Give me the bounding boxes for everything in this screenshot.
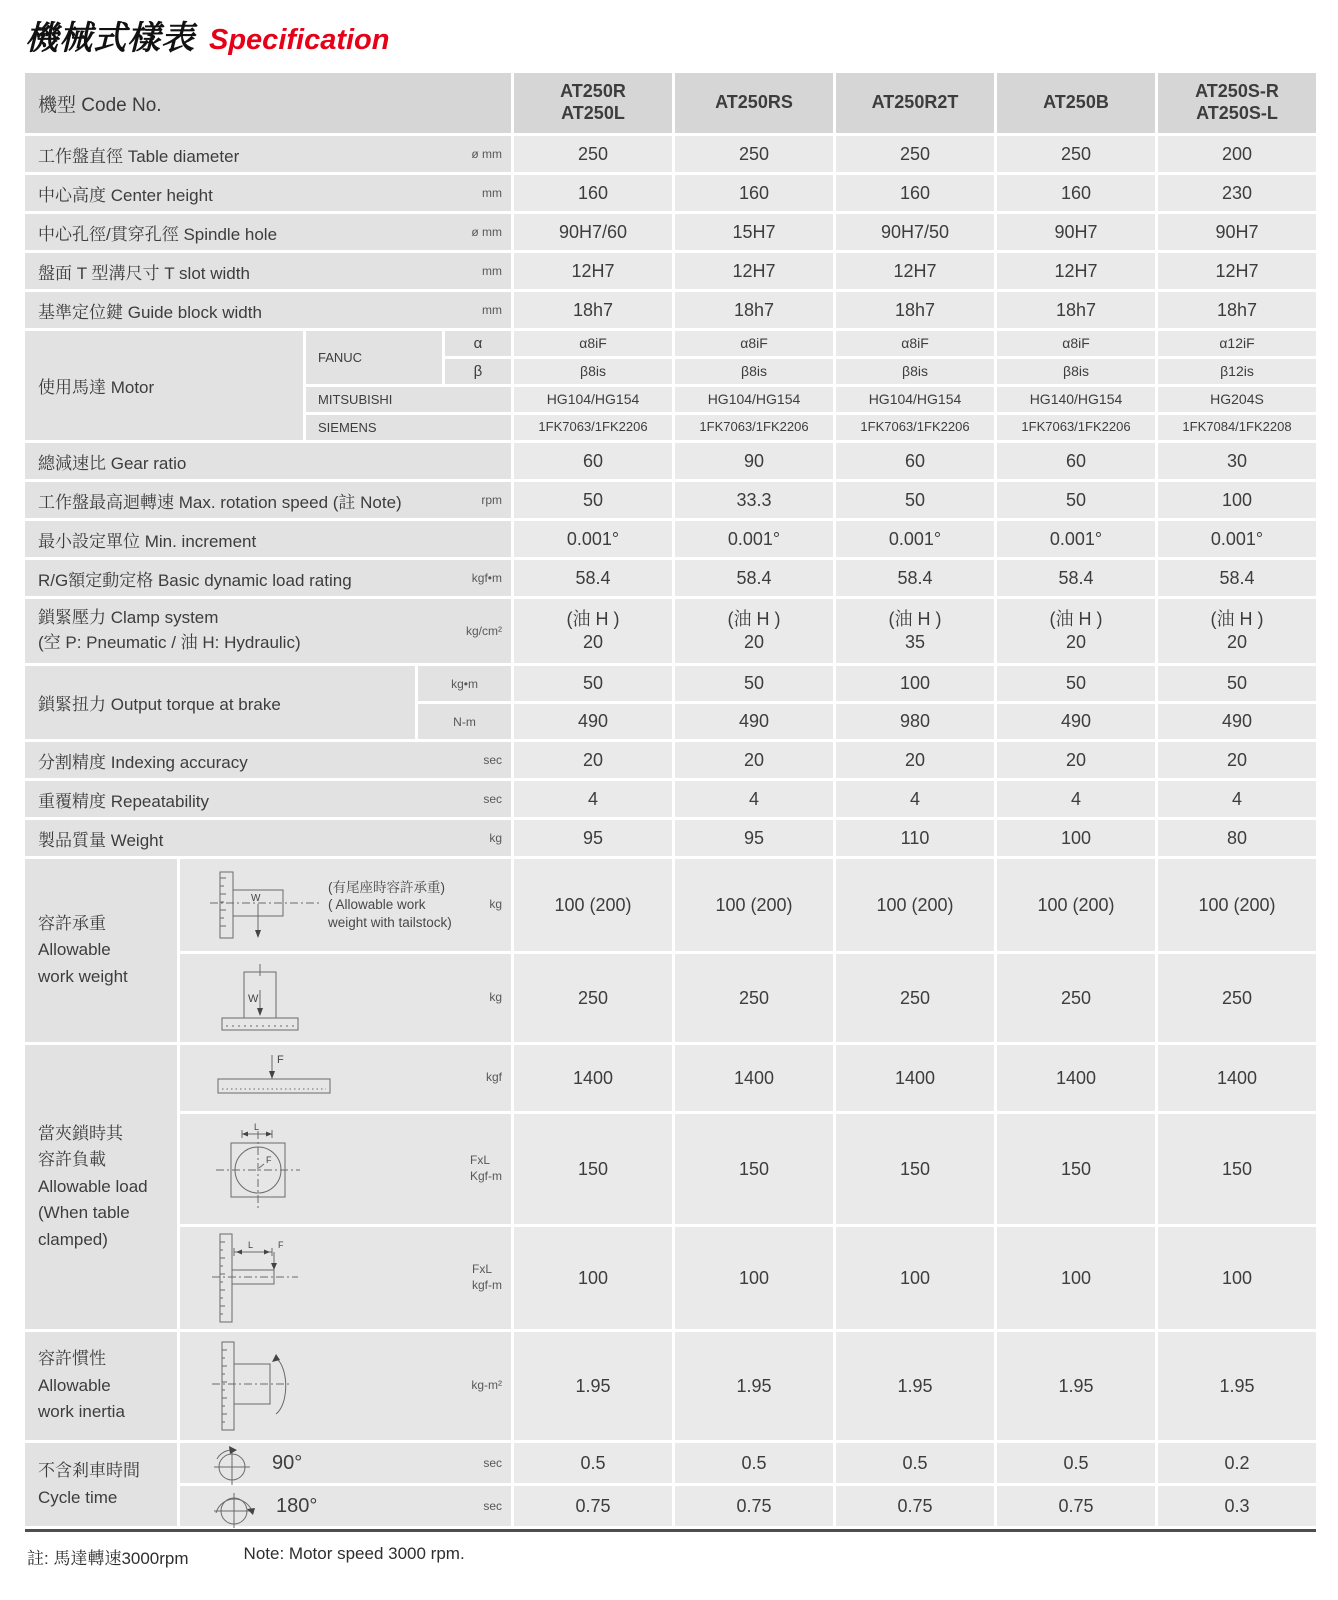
angle-label: 90° xyxy=(272,1451,303,1474)
motor-value-cell: 1FK7084/1FK2208 xyxy=(1158,415,1316,440)
motor-value-cell: 1FK7063/1FK2206 xyxy=(675,415,833,440)
page-title-zh: 機械式樣表 xyxy=(25,19,195,56)
spec-value-cell: 100 xyxy=(1158,1227,1316,1329)
spec-value-cell: 18h7 xyxy=(997,292,1155,328)
spec-value-cell: 33.3 xyxy=(675,482,833,518)
footnote-en: Note: Motor speed 3000 rpm. xyxy=(243,1544,465,1563)
spec-value-cell: 50 xyxy=(836,482,994,518)
table-row xyxy=(306,387,1316,412)
diagram-group-label-cell: 當夾鎖時其 容許負載 Allowable load (When table clamped) xyxy=(25,1045,177,1329)
vertical-work-diagram xyxy=(206,960,316,1036)
model-header-cell: AT250S-R AT250S-L xyxy=(1158,73,1316,133)
spec-value-cell: 0.5 xyxy=(514,1443,672,1483)
spec-value-cell: 0.001° xyxy=(997,521,1155,557)
spec-value-cell: 0.001° xyxy=(836,521,994,557)
table-row xyxy=(25,599,1316,663)
table-row xyxy=(180,1486,1316,1526)
motor-brand-cell: MITSUBISHI xyxy=(306,387,511,412)
table-row xyxy=(25,214,1316,250)
motor-brand-cell: FANUC xyxy=(306,331,442,384)
unit-label: kg xyxy=(489,897,502,912)
spec-value-cell: 0.001° xyxy=(514,521,672,557)
spec-value-cell: 150 xyxy=(675,1114,833,1224)
table-row xyxy=(180,1114,1316,1224)
unit-label: kg xyxy=(489,990,502,1005)
spec-value-cell: 200 xyxy=(1158,136,1316,172)
spec-value-cell: 160 xyxy=(675,175,833,211)
spec-value-cell: 90H7 xyxy=(997,214,1155,250)
row-label-cell: 工作盤最高迴轉速 Max. rotation speed (註 Note) rpm xyxy=(25,482,511,518)
unit-label: FxL Kgf-m xyxy=(469,1153,502,1183)
spec-value-cell: 1400 xyxy=(514,1045,672,1111)
row-label-cell: 中心高度 Center height mm xyxy=(25,175,511,211)
spec-value-cell: 100 (200) xyxy=(836,859,994,951)
angle-label: 180° xyxy=(276,1494,318,1517)
svg-text:W: W xyxy=(251,893,261,904)
spec-value-cell: (油 H ) 20 xyxy=(997,599,1155,663)
unit-label: ø mm xyxy=(471,225,502,239)
motor-series-cell: α xyxy=(445,331,511,356)
spec-value-cell: 0.2 xyxy=(1158,1443,1316,1483)
motor-brand-cell: SIEMENS xyxy=(306,415,511,440)
axial-load-diagram xyxy=(206,1051,356,1105)
spec-value-cell: 100 xyxy=(514,1227,672,1329)
spec-value-cell: 58.4 xyxy=(1158,560,1316,596)
motor-value-cell: 1FK7063/1FK2206 xyxy=(514,415,672,440)
spec-value-cell: 250 xyxy=(675,136,833,172)
table-row xyxy=(25,292,1316,328)
row-label-cell: 中心孔徑/貫穿孔徑 Spindle hole ø mm xyxy=(25,214,511,250)
unit-label: mm xyxy=(482,186,502,200)
unit-label: kg/cm² xyxy=(466,624,502,638)
diagram-subrows xyxy=(180,859,1316,1042)
spec-value-cell: 20 xyxy=(997,742,1155,778)
model-header-cell: AT250R AT250L xyxy=(514,73,672,133)
spec-value-cell: 18h7 xyxy=(836,292,994,328)
code-no-header-cell: 機型 Code No. xyxy=(25,73,511,133)
spec-value-cell: 100 (200) xyxy=(997,859,1155,951)
spec-value-cell: 0.3 xyxy=(1158,1486,1316,1526)
table-row xyxy=(418,704,1316,739)
table-row xyxy=(25,482,1316,518)
motor-value-cell: α8iF xyxy=(997,331,1155,356)
spec-value-cell: 150 xyxy=(514,1114,672,1224)
spec-value-cell: 490 xyxy=(675,704,833,739)
spec-value-cell: 1.95 xyxy=(514,1332,672,1440)
spec-value-cell: 100 xyxy=(1158,482,1316,518)
footnote xyxy=(25,1544,1316,1569)
spec-value-cell: (油 H ) 35 xyxy=(836,599,994,663)
spec-value-cell: 1400 xyxy=(675,1045,833,1111)
spec-value-cell: 160 xyxy=(836,175,994,211)
table-bottom-rule xyxy=(25,1529,1316,1532)
spec-value-cell: 250 xyxy=(514,136,672,172)
moment-load-front-diagram xyxy=(206,1121,310,1217)
svg-text:L: L xyxy=(248,1240,254,1250)
spec-value-cell: 250 xyxy=(997,954,1155,1042)
motor-value-cell: HG140/HG154 xyxy=(997,387,1155,412)
spec-value-cell: 250 xyxy=(514,954,672,1042)
table-row xyxy=(306,415,1316,440)
fanuc-block xyxy=(306,331,1316,384)
spec-value-cell: 20 xyxy=(675,742,833,778)
table-row xyxy=(25,175,1316,211)
unit-label: FxL kgf-m xyxy=(472,1262,502,1292)
spec-value-cell: 60 xyxy=(514,443,672,479)
diagram-group-label-cell: 容許承重 Allowable work weight xyxy=(25,859,177,1042)
spec-value-cell: 50 xyxy=(675,666,833,701)
motor-value-cell: α12iF xyxy=(1158,331,1316,356)
spec-value-cell: 18h7 xyxy=(675,292,833,328)
spec-value-cell: 160 xyxy=(997,175,1155,211)
motor-value-cell: α8iF xyxy=(836,331,994,356)
table-row xyxy=(180,1227,1316,1329)
rotate-90-icon xyxy=(206,1441,258,1485)
spec-value-cell: 12H7 xyxy=(514,253,672,289)
spec-value-cell: (油 H ) 20 xyxy=(1158,599,1316,663)
spec-value-cell: 4 xyxy=(1158,781,1316,817)
table-row xyxy=(445,359,1316,384)
spec-value-cell: 100 xyxy=(675,1227,833,1329)
table-row xyxy=(25,781,1316,817)
spec-value-cell: 1.95 xyxy=(1158,1332,1316,1440)
diagram-subrows xyxy=(180,1045,1316,1329)
spec-value-cell: 20 xyxy=(836,742,994,778)
unit-label: kg xyxy=(489,831,502,845)
motor-value-cell: α8iF xyxy=(514,331,672,356)
svg-text:L: L xyxy=(254,1122,260,1132)
tailstock-work-diagram xyxy=(206,868,324,942)
table-row xyxy=(25,443,1316,479)
spec-value-cell: 1400 xyxy=(836,1045,994,1111)
spec-value-cell: 230 xyxy=(1158,175,1316,211)
svg-text:W: W xyxy=(248,993,259,1005)
table-row xyxy=(25,253,1316,289)
row-label-cell: 工作盤直徑 Table diameter ø mm xyxy=(25,136,511,172)
spec-value-cell: 490 xyxy=(1158,704,1316,739)
spec-value-cell: 0.5 xyxy=(675,1443,833,1483)
spec-value-cell: 20 xyxy=(1158,742,1316,778)
motor-value-cell: 1FK7063/1FK2206 xyxy=(997,415,1155,440)
table-row xyxy=(25,859,1316,1042)
diagram-subrows xyxy=(180,1332,1316,1440)
spec-value-cell: 12H7 xyxy=(836,253,994,289)
spec-value-cell: 80 xyxy=(1158,820,1316,856)
row-label-cell: 基準定位鍵 Guide block width mm xyxy=(25,292,511,328)
diagram-cell xyxy=(180,859,511,951)
torque-subrows xyxy=(418,666,1316,739)
motor-value-cell: α8iF xyxy=(675,331,833,356)
spec-value-cell: 110 xyxy=(836,820,994,856)
svg-text:F: F xyxy=(277,1054,284,1066)
table-row xyxy=(25,136,1316,172)
spec-value-cell: 58.4 xyxy=(836,560,994,596)
spec-value-cell: 0.75 xyxy=(675,1486,833,1526)
motor-value-cell: β8is xyxy=(997,359,1155,384)
clamp-label-cell: 鎖緊壓力 Clamp system (空 P: Pneumatic / 油 H: Hydraulic) kg/cm² xyxy=(25,599,511,663)
motor-value-cell: HG104/HG154 xyxy=(514,387,672,412)
unit-label: mm xyxy=(482,264,502,278)
table-row xyxy=(445,331,1316,356)
motor-value-cell: HG104/HG154 xyxy=(675,387,833,412)
spec-value-cell: 58.4 xyxy=(514,560,672,596)
cycle-angle-cell xyxy=(180,1486,511,1526)
spec-value-cell: 250 xyxy=(675,954,833,1042)
page-title xyxy=(25,12,1316,59)
work-inertia-diagram xyxy=(206,1338,310,1434)
spec-value-cell: 250 xyxy=(997,136,1155,172)
spec-value-cell: 0.001° xyxy=(675,521,833,557)
spec-value-cell: 90H7/50 xyxy=(836,214,994,250)
rotate-180-icon xyxy=(206,1484,262,1528)
spec-value-cell: 12H7 xyxy=(1158,253,1316,289)
fanuc-subrows xyxy=(445,331,1316,384)
spec-value-cell: 250 xyxy=(1158,954,1316,1042)
table-row xyxy=(180,1443,1316,1483)
spec-value-cell: 4 xyxy=(675,781,833,817)
motor-value-cell: β8is xyxy=(836,359,994,384)
motor-label-cell: 使用馬達 Motor xyxy=(25,331,303,440)
diagram-cell xyxy=(180,1045,511,1111)
row-label-cell: 盤面 T 型溝尺寸 T slot width mm xyxy=(25,253,511,289)
cycle-angle-cell xyxy=(180,1443,511,1483)
diagram-group-label-cell: 容許慣性 Allowable work inertia xyxy=(25,1332,177,1440)
moment-load-side-diagram xyxy=(206,1228,310,1328)
row-label-cell: 製品質量 Weight kg xyxy=(25,820,511,856)
table-row xyxy=(180,1332,1316,1440)
spec-value-cell: 18h7 xyxy=(514,292,672,328)
spec-value-cell: 1400 xyxy=(1158,1045,1316,1111)
spec-value-cell: 150 xyxy=(836,1114,994,1224)
spec-value-cell: 50 xyxy=(997,666,1155,701)
torque-unit-cell: kg•m xyxy=(418,666,511,701)
spec-value-cell: 0.75 xyxy=(514,1486,672,1526)
spec-value-cell: 0.001° xyxy=(1158,521,1316,557)
spec-value-cell: 980 xyxy=(836,704,994,739)
diagram-note: (有尾座時容許承重) ( Allowable work weight with tailstock) xyxy=(328,879,452,930)
unit-label: sec xyxy=(483,792,502,806)
spec-value-cell: 150 xyxy=(997,1114,1155,1224)
table-row xyxy=(25,73,1316,133)
unit-label: kgf xyxy=(485,1070,502,1085)
spec-value-cell: 100 (200) xyxy=(1158,859,1316,951)
cycle-time-label-cell: 不含剎車時間 Cycle time xyxy=(25,1443,177,1526)
table-row xyxy=(25,560,1316,596)
spec-value-cell: 60 xyxy=(836,443,994,479)
table-row xyxy=(25,820,1316,856)
spec-value-cell: 50 xyxy=(514,666,672,701)
spec-value-cell: 15H7 xyxy=(675,214,833,250)
spec-value-cell: 95 xyxy=(675,820,833,856)
table-row xyxy=(418,666,1316,701)
spec-value-cell: 1.95 xyxy=(997,1332,1155,1440)
spec-value-cell: 90 xyxy=(675,443,833,479)
spec-value-cell: 0.5 xyxy=(997,1443,1155,1483)
spec-value-cell: 150 xyxy=(1158,1114,1316,1224)
specification-table xyxy=(25,73,1316,1526)
table-row xyxy=(25,521,1316,557)
table-row xyxy=(180,859,1316,951)
spec-value-cell: 1.95 xyxy=(675,1332,833,1440)
spec-value-cell: 0.75 xyxy=(997,1486,1155,1526)
torque-label-cell: 鎖緊扭力 Output torque at brake xyxy=(25,666,415,739)
unit-label: mm xyxy=(482,303,502,317)
spec-value-cell: 30 xyxy=(1158,443,1316,479)
motor-series-cell: β xyxy=(445,359,511,384)
unit-label: kgf•m xyxy=(471,571,502,585)
svg-text:F: F xyxy=(278,1240,284,1250)
spec-value-cell: 250 xyxy=(836,954,994,1042)
spec-value-cell: 100 xyxy=(836,1227,994,1329)
row-label-cell: 重覆精度 Repeatability sec xyxy=(25,781,511,817)
spec-value-cell: 100 xyxy=(997,820,1155,856)
motor-value-cell: HG104/HG154 xyxy=(836,387,994,412)
spec-value-cell: (油 H ) 20 xyxy=(514,599,672,663)
spec-value-cell: 58.4 xyxy=(997,560,1155,596)
spec-value-cell: 160 xyxy=(514,175,672,211)
spec-value-cell: 12H7 xyxy=(997,253,1155,289)
unit-label: sec xyxy=(483,1456,502,1470)
spec-value-cell: 0.5 xyxy=(836,1443,994,1483)
spec-value-cell: 50 xyxy=(514,482,672,518)
motor-value-cell: HG204S xyxy=(1158,387,1316,412)
row-label-cell: R/G額定動定格 Basic dynamic load rating kgf•m xyxy=(25,560,511,596)
spec-value-cell: 90H7/60 xyxy=(514,214,672,250)
spec-value-cell: 1400 xyxy=(997,1045,1155,1111)
spec-value-cell: 95 xyxy=(514,820,672,856)
spec-value-cell: 18h7 xyxy=(1158,292,1316,328)
spec-value-cell: 20 xyxy=(514,742,672,778)
row-label-cell: 分割精度 Indexing accuracy sec xyxy=(25,742,511,778)
spec-value-cell: 4 xyxy=(997,781,1155,817)
motor-subrows xyxy=(306,331,1316,440)
spec-value-cell: 250 xyxy=(836,136,994,172)
spec-value-cell: 60 xyxy=(997,443,1155,479)
row-label-cell: 最小設定單位 Min. increment xyxy=(25,521,511,557)
diagram-cell xyxy=(180,1227,511,1329)
model-header-cell: AT250R2T xyxy=(836,73,994,133)
table-row xyxy=(25,742,1316,778)
spec-value-cell: 100 xyxy=(997,1227,1155,1329)
page-title-en: Specification xyxy=(209,24,390,56)
spec-value-cell: 90H7 xyxy=(1158,214,1316,250)
spec-value-cell: 4 xyxy=(836,781,994,817)
motor-value-cell: 1FK7063/1FK2206 xyxy=(836,415,994,440)
svg-text:F: F xyxy=(266,1155,272,1165)
table-row xyxy=(180,954,1316,1042)
spec-value-cell: 490 xyxy=(997,704,1155,739)
diagram-cell xyxy=(180,954,511,1042)
spec-value-cell: 100 (200) xyxy=(514,859,672,951)
table-row xyxy=(25,1332,1316,1440)
unit-label: kg-m² xyxy=(471,1378,502,1393)
row-label-cell: 總減速比 Gear ratio xyxy=(25,443,511,479)
footnote-zh: 註: 馬達轉速3000rpm xyxy=(27,1549,189,1568)
spec-value-cell: 100 xyxy=(836,666,994,701)
unit-label: sec xyxy=(483,753,502,767)
unit-label: sec xyxy=(483,1499,502,1513)
cycle-subrows xyxy=(180,1443,1316,1526)
table-row xyxy=(25,666,1316,739)
spec-value-cell: (油 H ) 20 xyxy=(675,599,833,663)
motor-value-cell: β12is xyxy=(1158,359,1316,384)
spec-value-cell: 100 (200) xyxy=(675,859,833,951)
table-row xyxy=(25,331,1316,440)
spec-value-cell: 50 xyxy=(997,482,1155,518)
spec-value-cell: 12H7 xyxy=(675,253,833,289)
diagram-cell xyxy=(180,1114,511,1224)
model-header-cell: AT250B xyxy=(997,73,1155,133)
diagram-cell xyxy=(180,1332,511,1440)
table-row xyxy=(25,1045,1316,1329)
spec-value-cell: 58.4 xyxy=(675,560,833,596)
spec-value-cell: 50 xyxy=(1158,666,1316,701)
spec-value-cell: 490 xyxy=(514,704,672,739)
model-header-cell: AT250RS xyxy=(675,73,833,133)
unit-label: rpm xyxy=(481,493,502,507)
spec-value-cell: 0.75 xyxy=(836,1486,994,1526)
torque-unit-cell: N-m xyxy=(418,704,511,739)
motor-value-cell: β8is xyxy=(514,359,672,384)
motor-value-cell: β8is xyxy=(675,359,833,384)
spec-value-cell: 4 xyxy=(514,781,672,817)
unit-label: ø mm xyxy=(471,147,502,161)
spec-value-cell: 1.95 xyxy=(836,1332,994,1440)
table-row xyxy=(180,1045,1316,1111)
table-row xyxy=(25,1443,1316,1526)
